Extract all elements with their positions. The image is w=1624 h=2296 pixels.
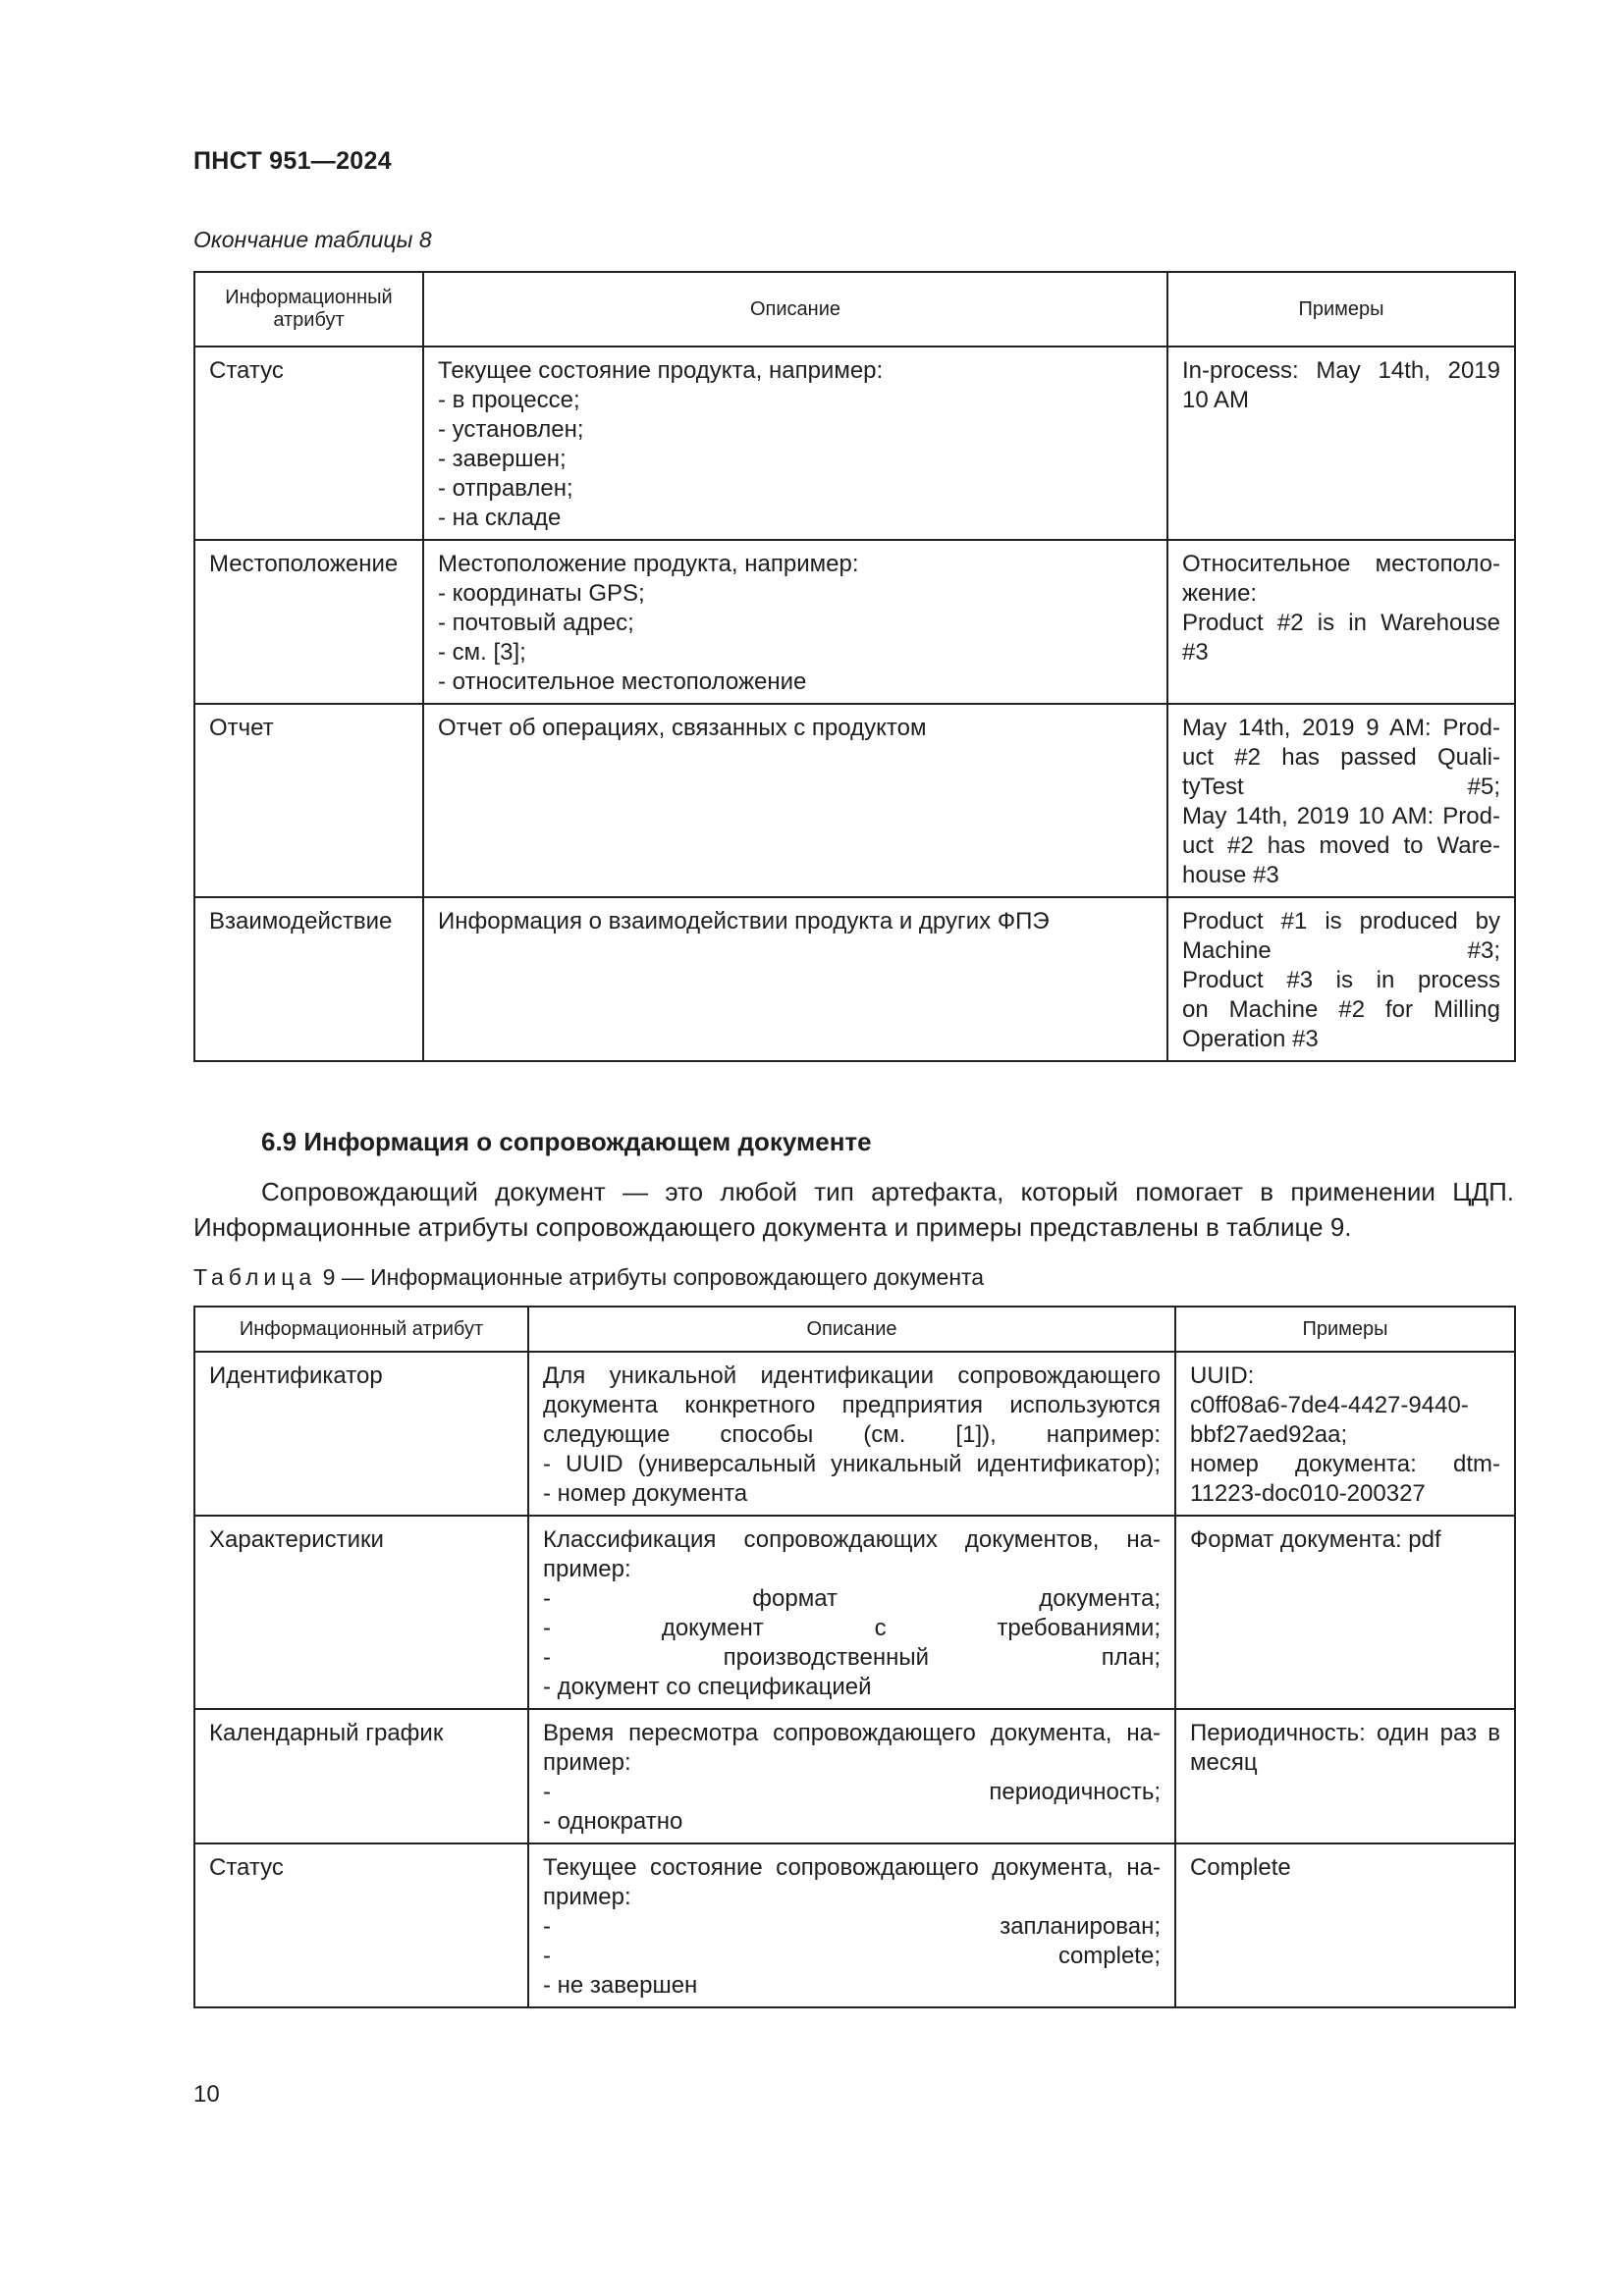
cell-line: - установлен; [438,416,584,443]
cell-line: on Machine #2 for Milling [1182,996,1500,1023]
cell-attribute: Календарный график [194,1709,528,1843]
table-continuation-caption: Окончание таблицы 8 [193,227,432,252]
cell-line: house #3 [1182,862,1279,888]
cell-line: uct #2 has moved to Ware- [1182,832,1500,859]
cell-line: пример: [543,1749,631,1776]
table-9-caption [193,1264,984,1291]
header-attribute-line: Информационный [225,287,393,308]
cell-attribute: Статус [194,1843,528,2007]
cell-line: Отчет об операциях, связанных с продуктом [438,715,927,741]
header-attribute [194,272,423,347]
cell-line: - номер документа [543,1480,748,1507]
cell-description [423,540,1167,704]
cell-examples [1175,1352,1515,1516]
cell-attribute: Взаимодействие [194,897,423,1061]
cell-examples [1175,1516,1515,1709]
cell-description [423,704,1167,897]
cell-line: 10 AM [1182,387,1250,413]
cell-line: - отправлен; [438,475,573,502]
cell-line: Product #1 is produced by [1182,908,1500,934]
cell-line: - периодичность; [543,1779,1161,1805]
document-code: ПНСТ 951—2024 [193,147,392,175]
header-attribute: Информационный атрибут [194,1307,528,1352]
cell-line: Для уникальной идентификации сопровождающего [543,1362,1161,1389]
cell-line: Complete [1190,1854,1291,1881]
cell-line: - на складе [438,505,562,531]
cell-line: uct #2 has passed Quali- [1182,744,1500,771]
table-row [194,1843,1515,2007]
cell-examples [1167,347,1515,540]
header-examples: Примеры [1167,272,1515,347]
cell-line: Периодичность: один раз в [1190,1720,1500,1746]
cell-line: UUID: [1190,1362,1255,1389]
cell-line: Текущее состояние сопровождающего документа, на- [543,1854,1161,1881]
table-header-row [194,1307,1515,1352]
cell-line: Относительное местополо- [1182,551,1500,577]
cell-line: Operation #3 [1182,1026,1319,1052]
cell-line: Формат документа: pdf [1190,1526,1441,1553]
cell-line: пример: [543,1556,631,1582]
cell-line: - complete; [543,1943,1161,1969]
cell-line: Machine #3; [1182,937,1500,964]
cell-line: - не завершен [543,1972,698,1999]
cell-line: - запланирован; [543,1913,1161,1940]
cell-attribute: Статус [194,347,423,540]
cell-line: c0ff08a6-7de4-4427-9440- [1190,1392,1469,1418]
table-row [194,1516,1515,1709]
cell-line: - в процессе; [438,387,580,413]
paragraph-line: Сопровождающий документ — это любой тип артефакта, который помогает в применении ЦДП. [261,1177,1514,1206]
cell-attribute: Местоположение [194,540,423,704]
cell-line: - формат документа; [543,1585,1161,1612]
cell-line: Местоположение продукта, например: [438,551,859,577]
cell-line: - координаты GPS; [438,580,645,607]
cell-description [528,1709,1175,1843]
cell-line: - документ с требованиями; [543,1615,1161,1641]
cell-line: - завершен; [438,446,567,472]
cell-examples [1175,1843,1515,2007]
cell-line: tyTest #5; [1182,774,1500,800]
cell-line: - однократно [543,1808,683,1835]
table-row [194,1352,1515,1516]
table-row [194,897,1515,1061]
table-row [194,1709,1515,1843]
cell-line: документа конкретного предприятия используются [543,1392,1161,1418]
cell-line: Текущее состояние продукта, например: [438,357,884,384]
cell-description [423,347,1167,540]
cell-line: - почтовый адрес; [438,610,634,636]
cell-line: - относительное местоположение [438,668,807,695]
cell-line: - см. [3]; [438,639,526,666]
cell-examples [1175,1709,1515,1843]
cell-line: следующие способы (см. [1]), например: [543,1421,1161,1448]
cell-attribute: Характеристики [194,1516,528,1709]
cell-line: жение: [1182,580,1258,607]
cell-description [423,897,1167,1061]
cell-line: пример: [543,1884,631,1910]
table-header-row [194,272,1515,347]
cell-description [528,1352,1175,1516]
cell-examples [1167,897,1515,1061]
table-9 [193,1306,1516,2008]
cell-line: Информация о взаимодействии продукта и других ФПЭ [438,908,1050,934]
cell-attribute: Отчет [194,704,423,897]
table-row [194,540,1515,704]
table-8 [193,271,1516,1062]
cell-line: In-process: May 14th, 2019 [1182,357,1500,384]
table-caption-label: Таблица [193,1264,317,1290]
cell-line: - UUID (универсальный уникальный идентификатор); [543,1451,1161,1477]
header-description: Описание [423,272,1167,347]
table-row [194,704,1515,897]
cell-line: 11223-doc010-200327 [1190,1480,1426,1507]
cell-examples [1167,704,1515,897]
header-examples: Примеры [1175,1307,1515,1352]
header-description: Описание [528,1307,1175,1352]
cell-line: - документ со спецификацией [543,1674,872,1700]
cell-line: номер документа: dtm- [1190,1451,1500,1477]
cell-line: May 14th, 2019 9 AM: Prod- [1182,715,1500,741]
cell-line: - производственный план; [543,1644,1161,1671]
section-paragraph [193,1174,1514,1245]
cell-line: Классификация сопровождающих документов, на- [543,1526,1161,1553]
cell-line: #3 [1182,639,1209,666]
cell-attribute: Идентификатор [194,1352,528,1516]
cell-description [528,1843,1175,2007]
table-caption-title: 9 — Информационные атрибуты сопровождающего документа [322,1264,985,1290]
cell-examples [1167,540,1515,704]
cell-description [528,1516,1175,1709]
section-heading: 6.9 Информация о сопровождающем документе [261,1127,872,1156]
cell-line: Время пересмотра сопровождающего документа, на- [543,1720,1161,1746]
cell-line: Product #3 is in process [1182,967,1500,993]
paragraph-line: Информационные атрибуты сопровождающего документа и примеры представлены в таблице 9. [193,1212,1352,1242]
table-row [194,347,1515,540]
header-attribute-line: атрибут [273,309,345,331]
cell-line: May 14th, 2019 10 AM: Prod- [1182,803,1500,829]
cell-line: bbf27aed92aa; [1190,1421,1348,1448]
cell-line: месяц [1190,1749,1258,1776]
page-number: 10 [193,2081,220,2108]
cell-line: Product #2 is in Warehouse [1182,610,1500,636]
